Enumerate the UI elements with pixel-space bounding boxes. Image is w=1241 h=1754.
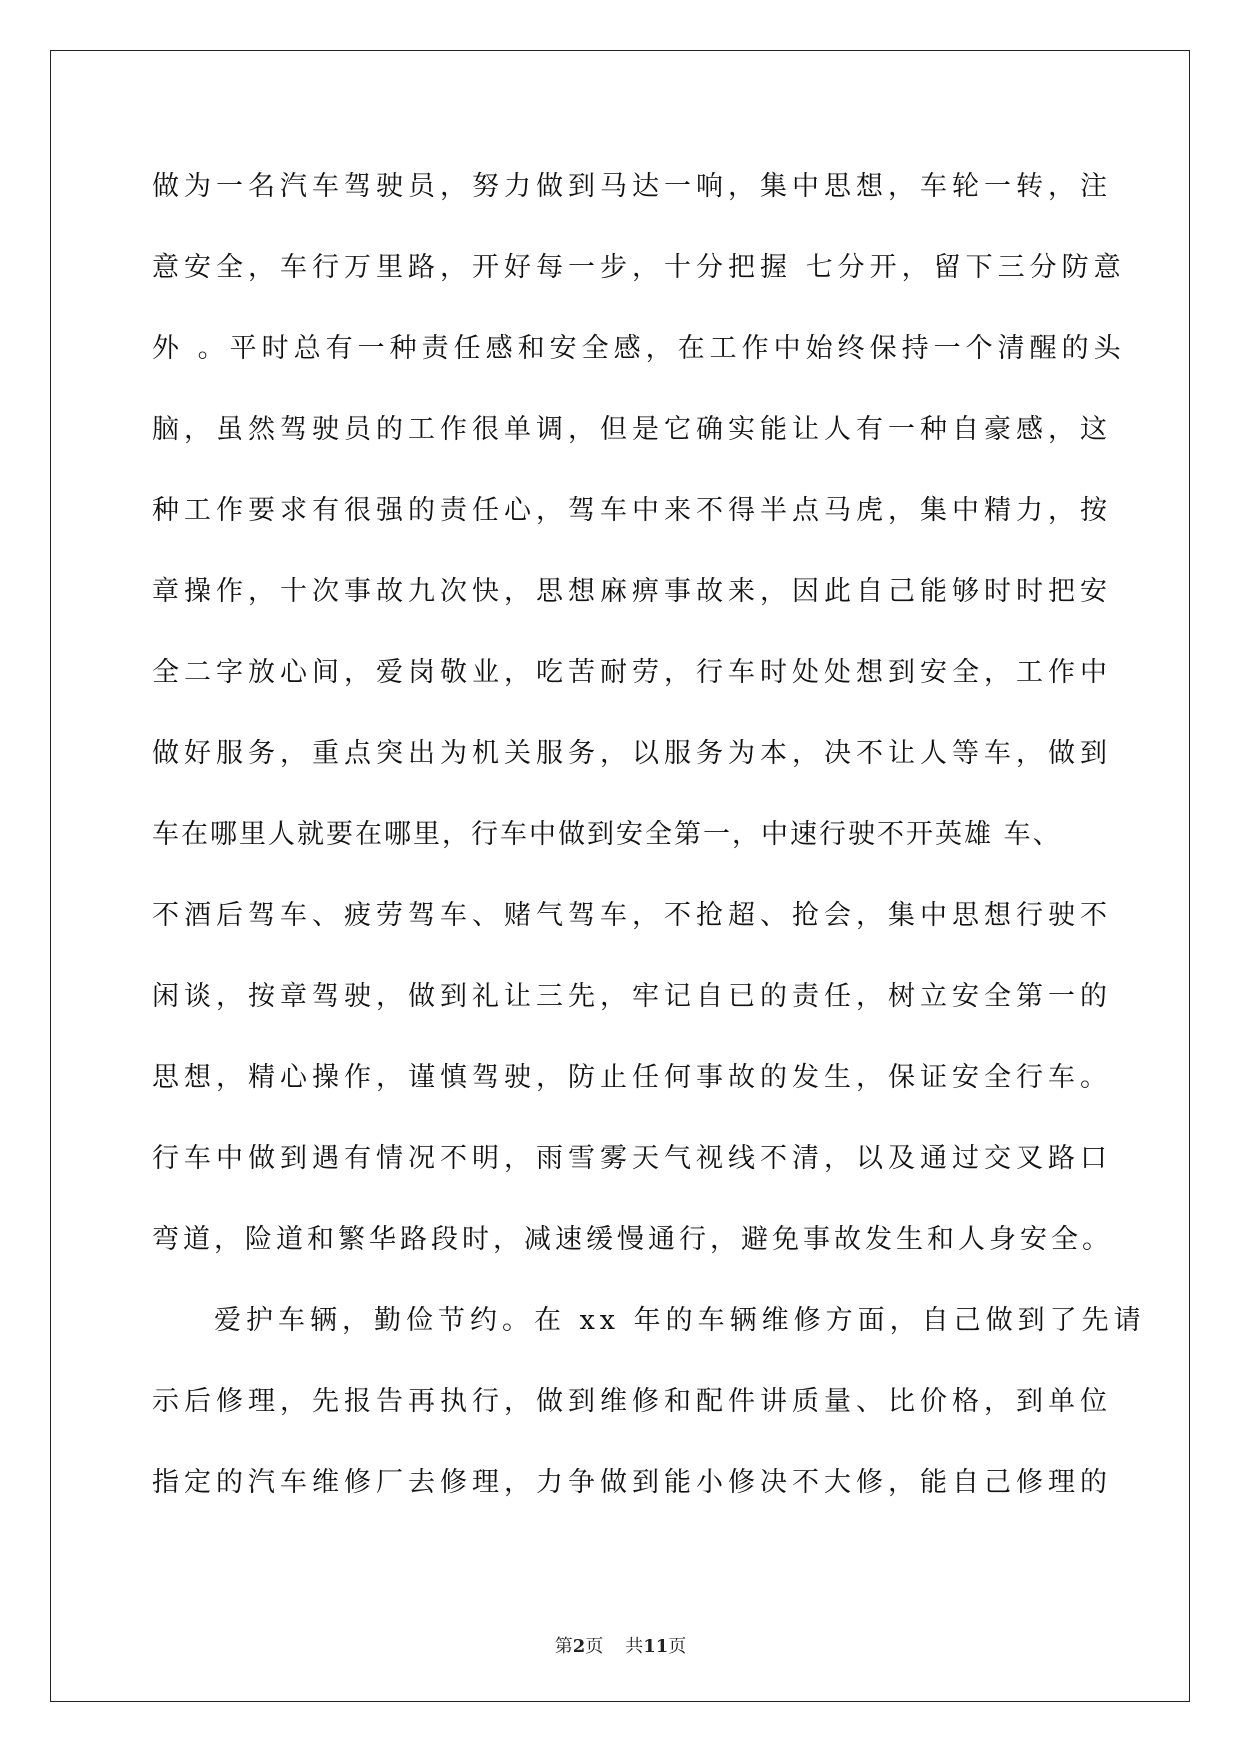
document-body xyxy=(152,167,1146,1544)
text-line: 做好服务，重点突出为机关服务，以服务为本，决不让人等车，做到 xyxy=(152,738,1112,769)
text-line: 做为一名汽车驾驶员，努力做到马达一响，集中思想，车轮一转，注 xyxy=(152,171,1112,202)
text-line: 指定的汽车维修厂去修理，力争做到能小修决不大修，能自己修理的 xyxy=(152,1467,1112,1498)
page-footer xyxy=(0,1632,1241,1658)
page-label-prefix: 第 xyxy=(554,1636,573,1657)
text-line: 不酒后驾车、疲劳驾车、赌气驾车，不抢超、抢会，集中思想行驶不 xyxy=(152,900,1112,931)
text-line: 车在哪里人就要在哪里，行车中做到安全第一，中速行驶不开英雄 车、 xyxy=(152,819,1062,850)
text-line: 外 。平时总有一种责任感和安全感，在工作中始终保持一个清醒的头 xyxy=(152,333,1126,364)
text-line: 示后修理，先报告再执行，做到维修和配件讲质量、比价格，到单位 xyxy=(152,1386,1112,1417)
total-label-suffix: 页 xyxy=(668,1636,687,1657)
total-label-prefix: 共 xyxy=(625,1636,644,1657)
text-line: 章操作，十次事故九次快，思想麻痹事故来，因此自己能够时时把安 xyxy=(152,576,1112,607)
text-line: 闲谈，按章驾驶，做到礼让三先，牢记自已的责任，树立安全第一的 xyxy=(152,981,1112,1012)
text-line: 弯道，险道和繁华路段时，减速缓慢通行，避免事故发生和人身安全。 xyxy=(152,1224,1113,1255)
text-line: 全二字放心间，爱岗敬业，吃苦耐劳，行车时处处想到安全，工作中 xyxy=(152,657,1112,688)
text-line-paragraph-start: 爱护车辆，勤俭节约。在 xx 年的车辆维修方面，自己做到了先请 xyxy=(214,1305,1146,1336)
total-pages: 11 xyxy=(643,1636,669,1657)
page-label-suffix: 页 xyxy=(585,1636,604,1657)
page-number: 2 xyxy=(572,1636,586,1657)
text-line: 行车中做到遇有情况不明，雨雪雾天气视线不清，以及通过交叉路口 xyxy=(152,1143,1112,1174)
text-line: 意安全，车行万里路，开好每一步，十分把握 七分开，留下三分防意 xyxy=(152,252,1126,283)
text-line: 种工作要求有很强的责任心，驾车中来不得半点马虎，集中精力，按 xyxy=(152,495,1112,526)
text-line: 脑，虽然驾驶员的工作很单调，但是它确实能让人有一种自豪感，这 xyxy=(152,414,1112,445)
text-line: 思想，精心操作，谨慎驾驶，防止任何事故的发生，保证安全行车。 xyxy=(152,1062,1112,1093)
